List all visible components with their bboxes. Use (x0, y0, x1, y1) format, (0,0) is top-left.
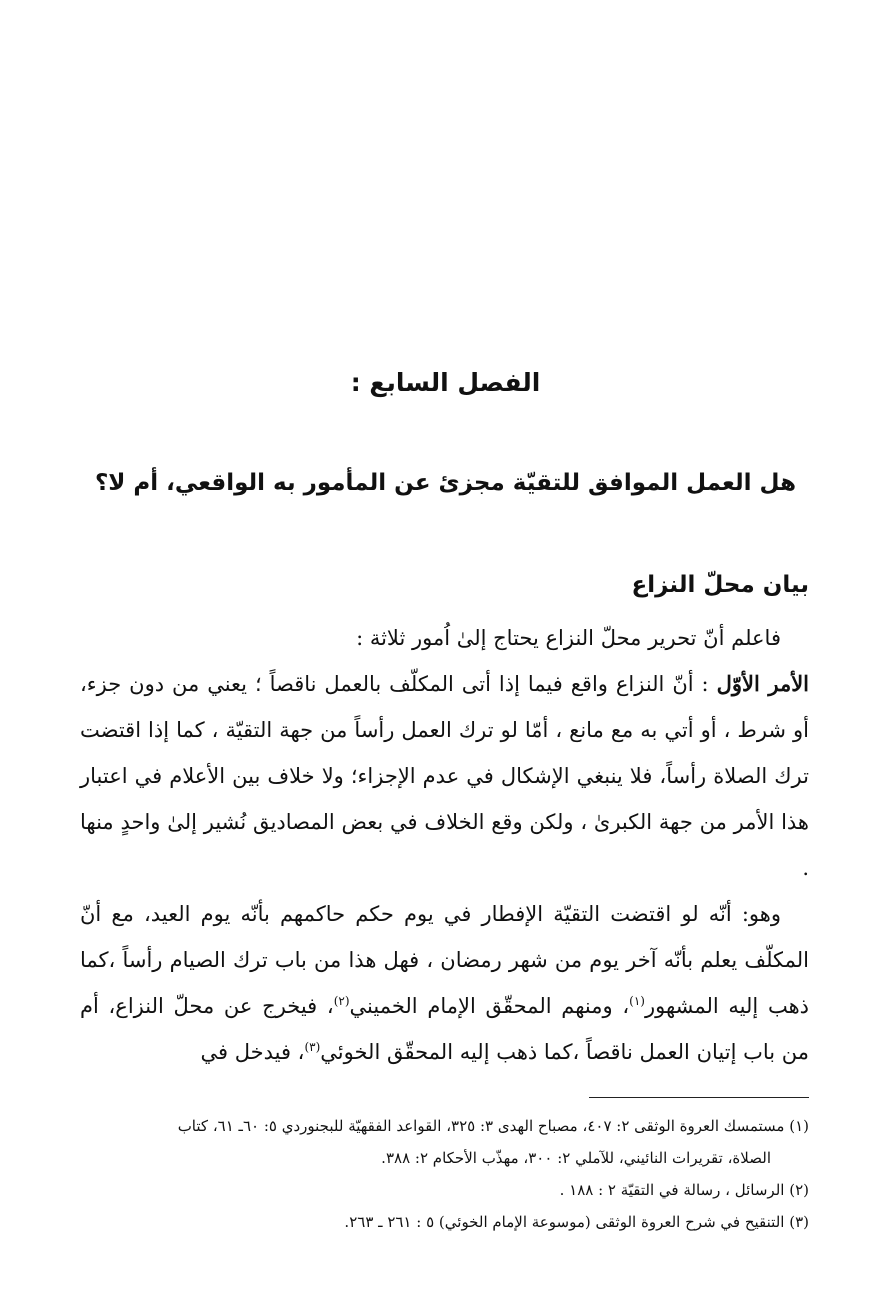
example-paragraph (80, 891, 809, 1075)
example-text-2: ، ومنهم المحقّق الإمام الخميني (349, 994, 630, 1018)
intro-paragraph: فاعلم أنّ تحرير محلّ النزاع يحتاج إلىٰ اُمور ثلاثة : (356, 626, 781, 650)
footnote-text: التنقيح في شرح العروة الوثقى (موسوعة الإمام الخوئي) ٥ : ٢٦١ ـ ٢٦٣. (344, 1213, 785, 1231)
footnote-number: (١) (789, 1117, 809, 1135)
footnote-ref-1[interactable]: (١) (629, 994, 645, 1008)
first-matter-label: الأمر الأوّل (716, 671, 809, 696)
chapter-question: هل العمل الموافق للتقيّة مجزئ عن المأمور به الواقعي، أم لا؟ (94, 470, 797, 496)
section-heading: بيان محلّ النزاع (631, 572, 809, 598)
footnote-1-continuation: الصلاة، تقريرات النائيني، للآملي ٢: ٣٠٠، مهذّب الأحكام ٢: ٣٨٨. (381, 1149, 771, 1167)
footnotes (80, 1112, 809, 1240)
footnote-number: (٢) (789, 1181, 809, 1199)
footnote-text: مستمسك العروة الوثقى ٢: ٤٠٧، مصباح الهدى ٣: ٣٢٥، القواعد الفقهيّة للبجنوردي ٥: ٦٠ـ ٦١، كتاب (177, 1117, 785, 1135)
footnote-divider (589, 1097, 809, 1098)
main-text (80, 615, 809, 1075)
footnote-ref-2[interactable]: (٢) (333, 994, 350, 1008)
footnote-2 (80, 1176, 809, 1204)
example-text-4: ، فيدخل في (200, 1040, 305, 1064)
example-text-3: ، فيخرج عن محلّ النزاع، أم من باب إتيان العمل ناقصاً ،كما ذهب إليه المحقّق الخوئي (80, 994, 809, 1064)
footnote-3 (80, 1208, 809, 1236)
first-matter-text: : أنّ النزاع واقع فيما إذا أتى المكلّف بالعمل ناقصاً ؛ يعني من دون جزء، أو شرط ، أو أتي به مع مانع ، أمّا لو ترك العمل رأساً من جهة التقيّة ، كما إذا اقتضت ترك الصلاة رأساً، فلا ينبغي الإشكال في عدم الإجزاء؛ ولا خلاف بين الأعلام في اعتبار هذا الأمر من جهة الكبرىٰ ، ولكن وقع الخلاف في بعض المصاديق نُشير إلىٰ واحدٍ منها . (80, 672, 809, 880)
example-text-1: وهو: أنّه لو اقتضت التقيّة الإفطار في يوم حكم حاكمهم بأنّه يوم العيد، مع أنّ المكلّف يعلم بأنّه آخر يوم من شهر رمضان ، فهل هذا من باب ترك الصيام رأساً ،كما ذهب إليه المشهور (80, 902, 809, 1018)
footnote-ref-3[interactable]: (٣) (304, 1040, 321, 1054)
chapter-title: الفصل السابع : (350, 368, 541, 397)
first-matter-paragraph (80, 661, 809, 891)
footnote-number: (٣) (789, 1213, 809, 1231)
footnote-1 (80, 1112, 809, 1140)
footnote-text: الرسائل ، رسالة في التقيّة ٢ : ١٨٨ . (559, 1181, 785, 1199)
